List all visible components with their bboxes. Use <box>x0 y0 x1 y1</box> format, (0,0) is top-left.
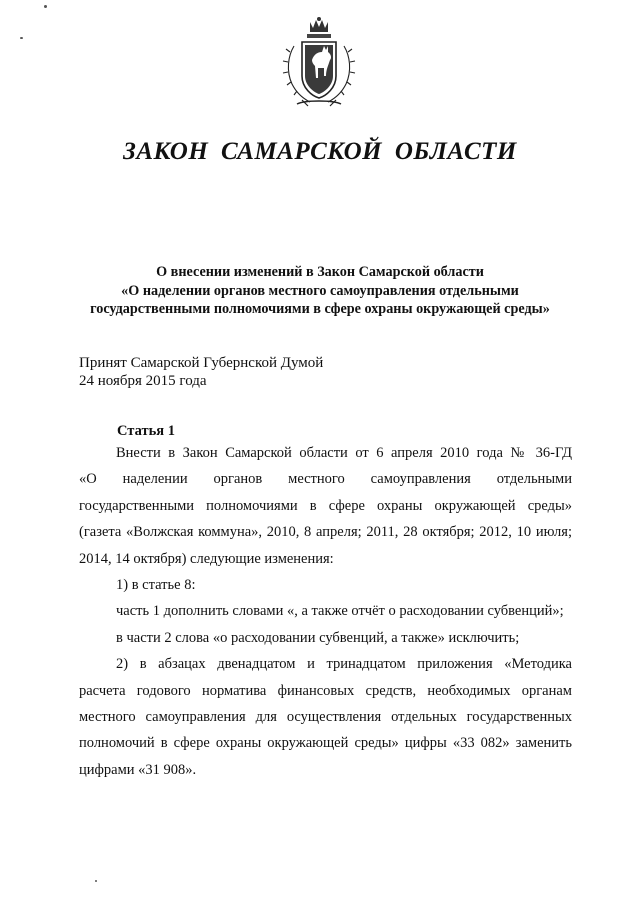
adoption-body: Принят Самарской Губернской Думой <box>79 355 324 371</box>
body-line: (газета «Волжская коммуна», 2010, 8 апреля; 2011, 28 октября; 2012, 10 июля; <box>79 524 572 541</box>
adoption-date: 24 ноября 2015 года <box>79 373 207 389</box>
body-line: расчета годового норматива финансовых средств, необходимых органам <box>79 682 572 699</box>
body-line: государственными полномочиями в сфере охраны окружающей среды» <box>79 497 572 514</box>
subtitle-line: государственными полномочиями в сфере охраны окружающей среды» <box>90 301 550 317</box>
subtitle-line: «О наделении органов местного самоуправления отдельными <box>121 282 519 299</box>
body-line: часть 1 дополнить словами «, а также отчёт о расходовании субвенций»; <box>116 603 564 620</box>
scan-speck <box>95 880 97 882</box>
coat-of-arms-icon <box>280 16 358 108</box>
body-line: Внести в Закон Самарской области от 6 апреля 2010 года № 36-ГД <box>116 445 572 461</box>
body-line: 2014, 14 октября) следующие изменения: <box>79 550 334 567</box>
article-body <box>79 440 572 783</box>
law-title: ЗАКОН САМАРСКОЙ ОБЛАСТИ <box>123 138 517 165</box>
body-line: 2) в абзацах двенадцатом и тринадцатом приложения «Методика <box>116 656 572 673</box>
body-line: цифрами «31 908». <box>79 761 197 778</box>
body-line: 1) в статье 8: <box>116 576 196 593</box>
body-line: в части 2 слова «о расходовании субвенций, а также» исключить; <box>116 629 520 646</box>
body-line: «О наделении органов местного самоуправления отдельными <box>79 471 572 488</box>
law-subtitle <box>70 263 570 319</box>
scan-speck <box>20 37 23 39</box>
article-heading: Статья 1 <box>117 423 175 439</box>
subtitle-line: О внесении изменений в Закон Самарской области <box>156 264 484 280</box>
body-line: полномочий в сфере охраны окружающей среды» цифры «33 082» заменить <box>79 735 572 752</box>
adoption-info <box>79 354 323 390</box>
scan-speck <box>44 5 47 8</box>
body-line: местного самоуправления для осуществления отдельных государственных <box>79 708 572 725</box>
